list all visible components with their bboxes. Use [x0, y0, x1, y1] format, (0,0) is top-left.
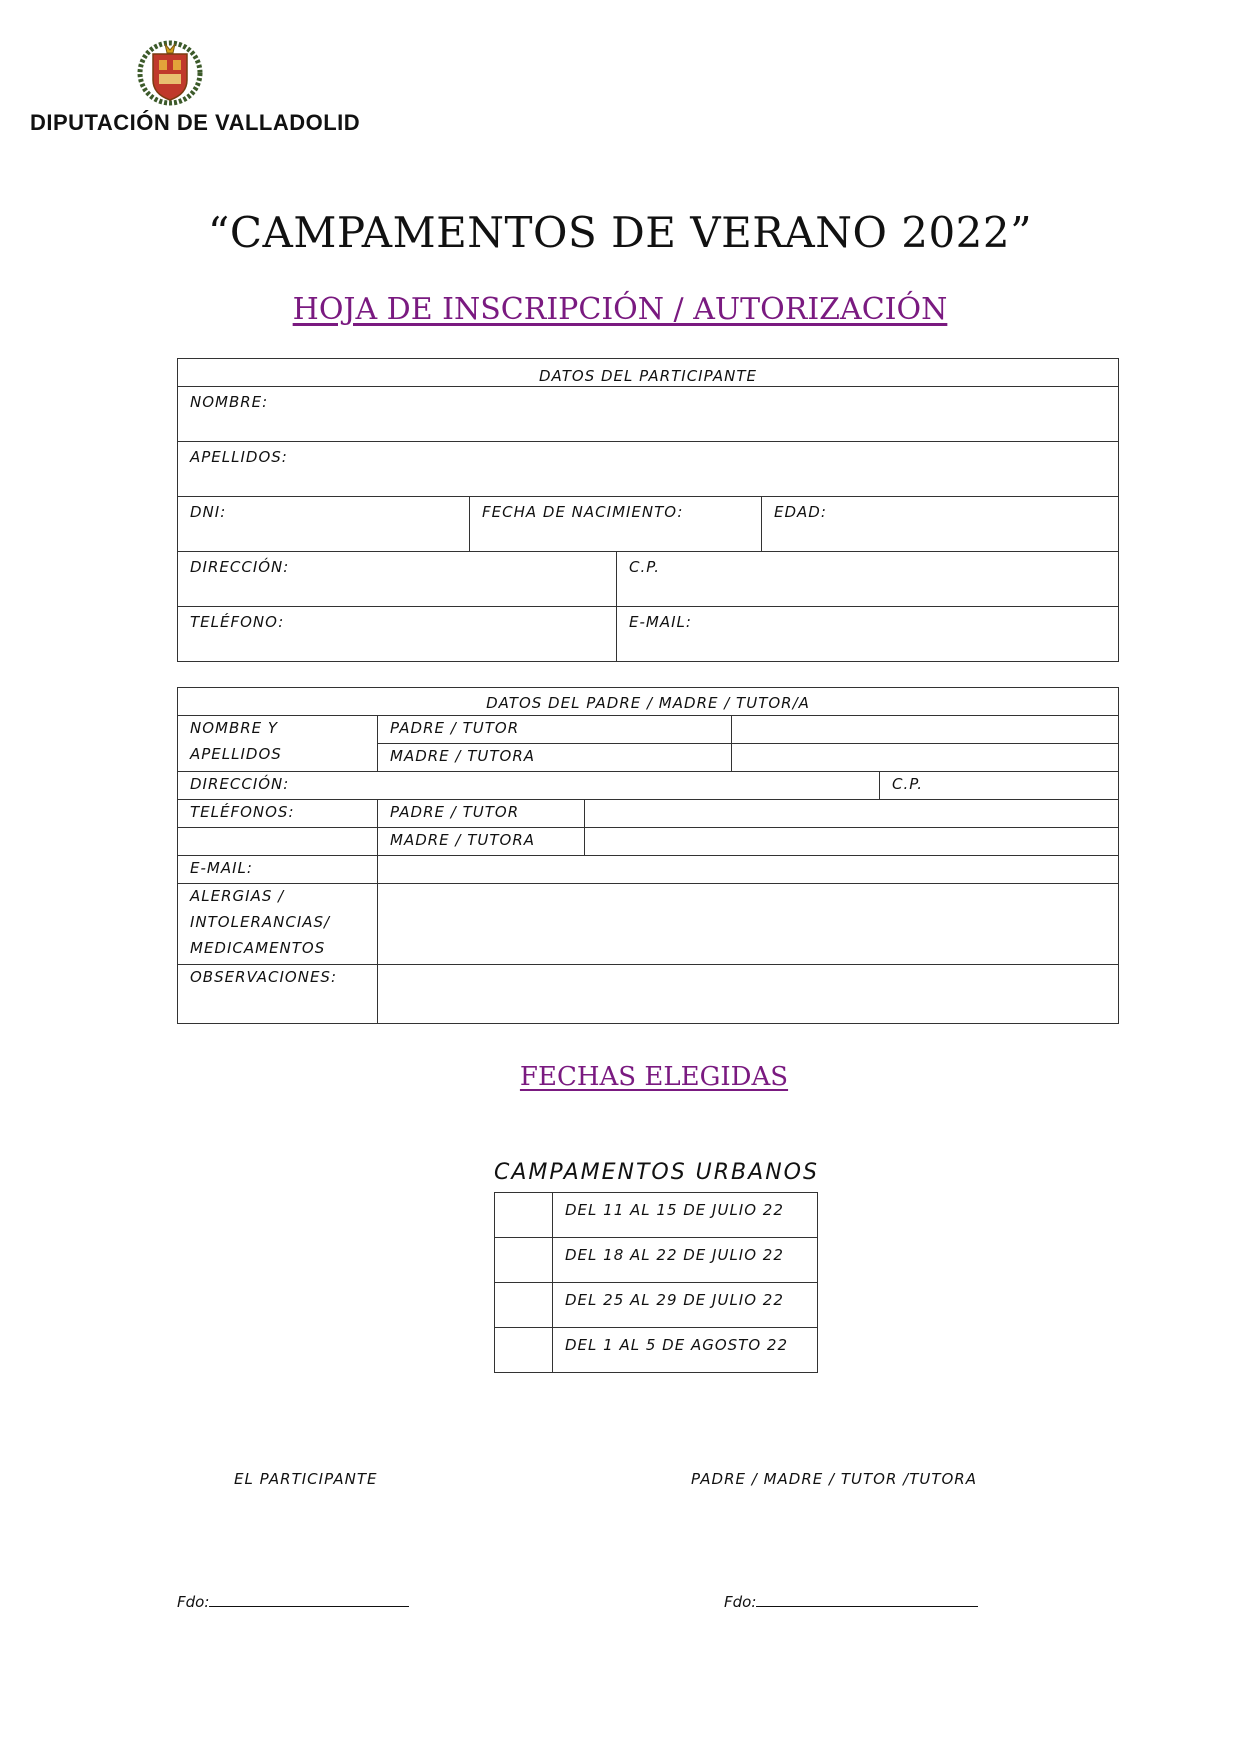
guardian-signature-line[interactable]: [724, 1592, 978, 1611]
mother-name-field[interactable]: [732, 744, 1119, 772]
mother-phone-field[interactable]: [585, 828, 1119, 856]
participant-dni-field[interactable]: [178, 497, 470, 552]
participant-signature-label: EL PARTICIPANTE: [234, 1470, 378, 1488]
guardian-address-label: DIRECCIÓN:: [190, 775, 290, 793]
participant-fdo-label: Fdo:: [177, 1593, 210, 1611]
participant-birthdate-label: FECHA DE NACIMIENTO:: [482, 503, 684, 521]
participant-data-heading: DATOS DEL PARTICIPANTE: [178, 359, 1119, 387]
guardian-phones-label-cell: [178, 800, 378, 828]
date-checkbox[interactable]: [495, 1328, 553, 1373]
father-phone-label: PADRE / TUTOR: [390, 803, 520, 821]
father-phone-label-cell: [378, 800, 585, 828]
date-option-label: DEL 11 AL 15 DE JULIO 22: [553, 1193, 818, 1238]
participant-name-label: NOMBRE:: [190, 393, 269, 411]
participant-surnames-field[interactable]: [178, 442, 1119, 497]
allergies-label-line1: ALERGIAS /: [190, 887, 285, 905]
participant-dni-label: DNI:: [190, 503, 227, 521]
chosen-dates-heading: FECHAS ELEGIDAS: [519, 1062, 789, 1092]
logo: [30, 40, 361, 140]
guardian-signature-underline: [756, 1592, 978, 1607]
guardian-name-label-line1: NOMBRE Y: [190, 719, 279, 737]
guardian-email-label-cell: [178, 856, 378, 884]
guardian-phones-label: TELÉFONOS:: [190, 803, 295, 821]
participant-signature-underline: [209, 1592, 409, 1607]
participant-surnames-label: APELLIDOS:: [190, 448, 288, 466]
guardian-name-label-cell: [178, 716, 378, 772]
guardian-fdo-label: Fdo:: [724, 1593, 757, 1611]
participant-phone-field[interactable]: [178, 607, 617, 662]
guardian-email-label: E-MAIL:: [190, 859, 253, 877]
date-checkbox[interactable]: [495, 1193, 553, 1238]
guardian-phones-blank-cell: [178, 828, 378, 856]
guardian-data-heading: DATOS DEL PADRE / MADRE / TUTOR/A: [178, 688, 1119, 716]
observations-label-cell: [178, 965, 378, 1024]
date-option-label: DEL 1 AL 5 DE AGOSTO 22: [553, 1328, 818, 1373]
date-checkbox[interactable]: [495, 1283, 553, 1328]
guardian-postcode-label: C.P.: [892, 775, 923, 793]
guardian-name-label-line2: APELLIDOS: [190, 745, 282, 763]
allergies-label-line2: INTOLERANCIAS/: [190, 913, 331, 931]
father-name-label: PADRE / TUTOR: [390, 719, 520, 737]
participant-address-field[interactable]: [178, 552, 617, 607]
observations-label: OBSERVACIONES:: [190, 968, 338, 986]
guardian-data-table: [177, 687, 1119, 1024]
participant-email-label: E-MAIL:: [629, 613, 692, 631]
allergies-field[interactable]: [378, 884, 1119, 965]
participant-signature-line[interactable]: [177, 1592, 409, 1611]
allergies-label-line3: MEDICAMENTOS: [190, 939, 326, 957]
date-option-label: DEL 25 AL 29 DE JULIO 22: [553, 1283, 818, 1328]
page-subtitle: HOJA DE INSCRIPCIÓN / AUTORIZACIÓN: [292, 292, 948, 327]
participant-address-label: DIRECCIÓN:: [190, 558, 290, 576]
guardian-address-field[interactable]: [178, 772, 880, 800]
mother-phone-label: MADRE / TUTORA: [390, 831, 536, 849]
coat-of-arms-icon: [135, 40, 205, 106]
mother-name-label: MADRE / TUTORA: [390, 747, 536, 765]
date-option-label: DEL 18 AL 22 DE JULIO 22: [553, 1238, 818, 1283]
urban-camps-title: CAMPAMENTOS URBANOS: [494, 1160, 819, 1185]
participant-age-field[interactable]: [762, 497, 1119, 552]
camp-dates-table: [494, 1192, 818, 1373]
page-title: “CAMPAMENTOS DE VERANO 2022”: [207, 208, 1033, 257]
participant-phone-label: TELÉFONO:: [190, 613, 285, 631]
guardian-email-field[interactable]: [378, 856, 1119, 884]
participant-name-field[interactable]: [178, 387, 1119, 442]
mother-name-label-cell: [378, 744, 732, 772]
observations-field[interactable]: [378, 965, 1119, 1024]
date-checkbox[interactable]: [495, 1238, 553, 1283]
father-phone-field[interactable]: [585, 800, 1119, 828]
father-name-field[interactable]: [732, 716, 1119, 744]
participant-birthdate-field[interactable]: [470, 497, 762, 552]
guardian-postcode-field[interactable]: [880, 772, 1119, 800]
participant-postcode-field[interactable]: [617, 552, 1119, 607]
participant-postcode-label: C.P.: [629, 558, 660, 576]
participant-age-label: EDAD:: [774, 503, 827, 521]
father-name-label-cell: [378, 716, 732, 744]
participant-email-field[interactable]: [617, 607, 1119, 662]
allergies-label-cell: [178, 884, 378, 965]
participant-data-table: [177, 358, 1119, 662]
logo-text: DIPUTACIÓN DE VALLADOLID: [30, 110, 361, 135]
guardian-signature-label: PADRE / MADRE / TUTOR /TUTORA: [691, 1470, 977, 1488]
mother-phone-label-cell: [378, 828, 585, 856]
